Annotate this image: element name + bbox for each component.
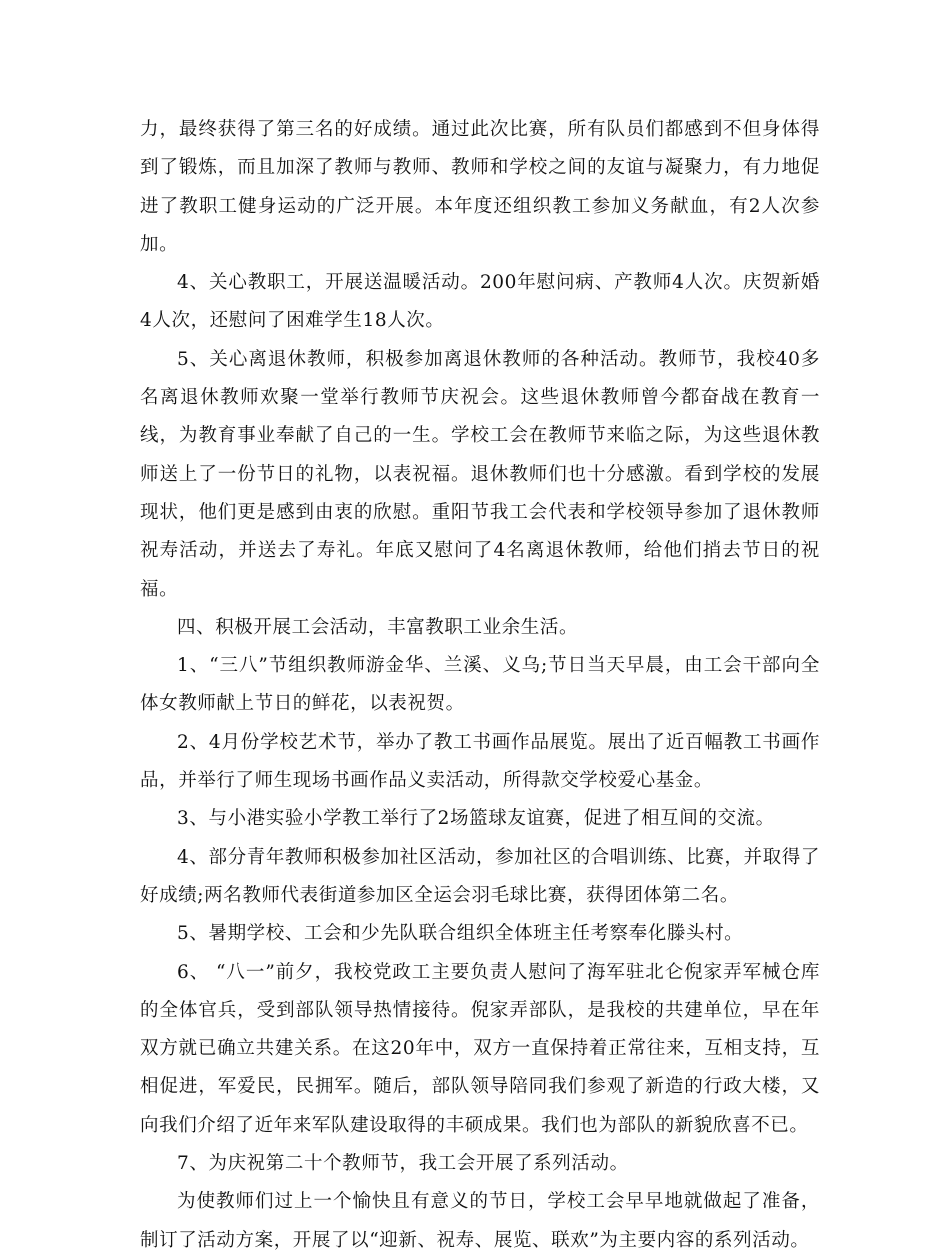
paragraph-activity-1: 1、“三八”节组织教师游金华、兰溪、义乌;节日当天早晨，由工会干部向全体女教师献上节日的鲜花，以表祝贺。 (140, 655, 820, 715)
paragraph-teachers-day: 为使教师们过上一个愉快且有意义的节日，学校工会早早地就做起了准备，制订了活动方案，开展了以“迎新、祝寿、展览、联欢”为主要内容的系列活动。 (140, 1191, 820, 1251)
paragraph-item-4-care-staff: 4、关心教职工，开展送温暖活动。200年慰问病、产教师4人次。庆贺新婚4人次，还慰问了困难学生18人次。 (140, 272, 820, 332)
paragraph-activity-3: 3、与小港实验小学教工举行了2场篮球友谊赛，促进了相互间的交流。 (177, 808, 775, 830)
section-heading-union-activities: 四、积极开展工会活动，丰富教职工业余生活。 (177, 616, 579, 638)
paragraph-activity-2: 2、4月份学校艺术节，举办了教工书画作品展览。展出了近百幅教工书画作品，并举行了师生现场书画作品义卖活动，所得款交学校爱心基金。 (140, 731, 820, 792)
paragraph-activity-6: 6、 “八一”前夕，我校党政工主要负责人慰问了海军驻北仑倪家弄军械仓库的全体官兵，受到部队领导热情接待。倪家弄部队，是我校的共建单位，早在年双方就已确立共建关系。在这20年中，双方一直保持着正常往来，互相支持，互相促进，军爱民，民拥军。随后，部队领导陪同我们参观了新造的行政大楼，又向我们介绍了近年来军队建设取得的丰硕成果。我们也为部队的新貌欣喜不已。 (140, 961, 820, 1136)
paragraph-item-5-retired-teachers: 5、关心离退休教师，积极参加离退休教师的各种活动。教师节，我校40多名离退休教师欢聚一堂举行教师节庆祝会。这些退休教师曾今都奋战在教育一线，为教育事业奉献了自己的一生。学校工会在教师节来临之际，为这些退休教师送上了一份节日的礼物，以表祝福。退休教师们也十分感激。看到学校的发展现状，他们更是感到由衷的欣慰。重阳节我工会代表和学校领导参加了退休教师祝寿活动，并送去了寿礼。年底又慰问了4名离退休教师，给他们捎去节日的祝福。 (140, 348, 820, 600)
paragraph-continuation: 力，最终获得了第三名的好成绩。通过此次比赛，所有队员们都感到不但身体得到了锻炼，而且加深了教师与教师、教师和学校之间的友谊与凝聚力，有力地促进了教职工健身运动的广泛开展。本年度还组织教工参加义务献血，有2人次参加。 (140, 119, 820, 255)
document-body (140, 111, 820, 1260)
paragraph-activity-5: 5、暑期学校、工会和少先队联合组织全体班主任考察奉化滕头村。 (177, 923, 744, 945)
paragraph-activity-4: 4、部分青年教师积极参加社区活动，参加社区的合唱训练、比赛，并取得了好成绩;两名教师代表街道参加区全运会羽毛球比赛，获得团体第二名。 (140, 846, 820, 906)
paragraph-activity-7: 7、为庆祝第二十个教师节，我工会开展了系列活动。 (177, 1153, 629, 1175)
